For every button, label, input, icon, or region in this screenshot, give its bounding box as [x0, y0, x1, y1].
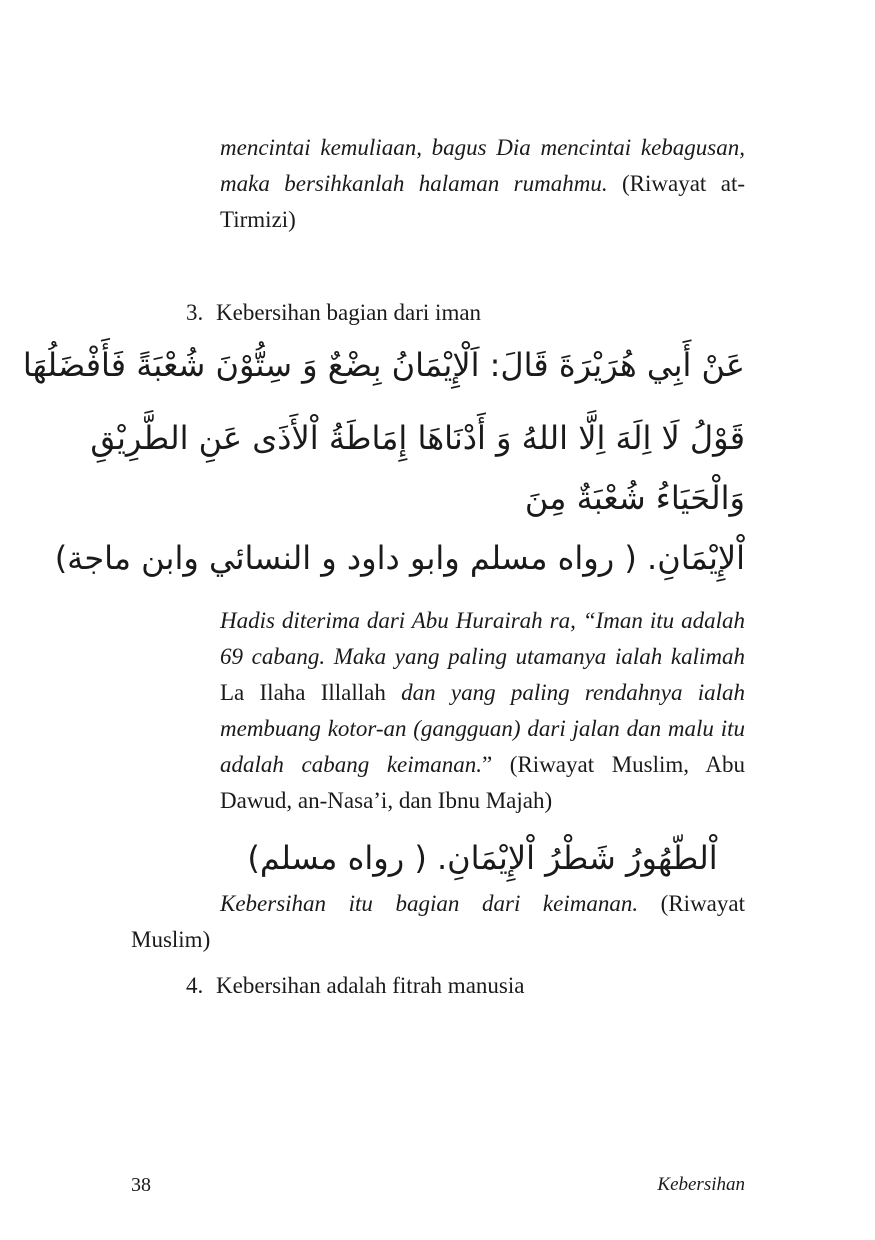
- arabic-hadith-line-2: قَوْلُ لَا اِلَهَ اِلَّا اللهُ وَ أَدْنَاهَا إِمَاطَةُ اْلأَذَى عَنِ الطَّرِيْقِ: [90, 419, 745, 457]
- running-title: Kebersihan: [657, 1174, 745, 1195]
- citation-text: (Riwayat at-Tirmizi): [220, 171, 745, 232]
- page-number: 38: [131, 1174, 151, 1196]
- arabic-hadith-line-3: وَالْحَيَاءُ شُعْبَةٌ مِنَ: [524, 479, 745, 517]
- list-number: 4.: [186, 973, 204, 998]
- paragraph-hadith-tirmizi-translation: [220, 130, 745, 238]
- list-item-4: [186, 968, 524, 1004]
- italic-translation-text-2: dan yang paling rendahnya ialah membuang kotor-an (gangguan) dari jalan dan malu itu adalah cabang keimanan.: [220, 680, 745, 777]
- italic-translation-text: Kebersihan itu bagian dari keimanan.: [220, 891, 639, 916]
- list-item-heading: Kebersihan bagian dari iman: [216, 300, 482, 325]
- citation-text: ” (Riwayat Muslim, Abu Dawud, an-Nasa’i, dan Ibnu Majah): [220, 752, 745, 813]
- paragraph-hadith-translation: [220, 603, 745, 819]
- paragraph-muslim-translation: [131, 886, 745, 958]
- arabic-hadith-line-1: عَنْ أَبِي هُرَيْرَةَ قَالَ: اَلْإِيْمَانُ بِضْعٌ وَ سِتُّوْنَ شُعْبَةً فَأَفْضَلُهَا: [22, 346, 745, 384]
- arabic-hadith-line-4: اْلإِيْمَانِ. ( رواه مسلم وابو داود و النسائي وابن ماجة): [54, 539, 745, 577]
- roman-text-1: La Ilaha Illallah: [220, 680, 402, 705]
- italic-translation-text-1: Hadis diterima dari Abu Hurairah ra, “Iman itu adalah 69 cabang. Maka yang paling utamanya ialah kalimah: [220, 608, 745, 669]
- list-number: 3.: [186, 300, 204, 325]
- citation-text: (Riwayat Muslim): [131, 891, 745, 952]
- arabic-short-hadith: اْلطّهُورُ شَطْرُ اْلإِيْمَانِ. ( رواه مسلم): [247, 839, 718, 877]
- list-item-3: [186, 295, 481, 331]
- list-item-heading: Kebersihan adalah fitrah manusia: [216, 973, 525, 998]
- italic-translation-text: mencintai kemuliaan, bagus Dia mencintai kebagusan, maka bersihkanlah halaman rumahmu.: [220, 135, 745, 196]
